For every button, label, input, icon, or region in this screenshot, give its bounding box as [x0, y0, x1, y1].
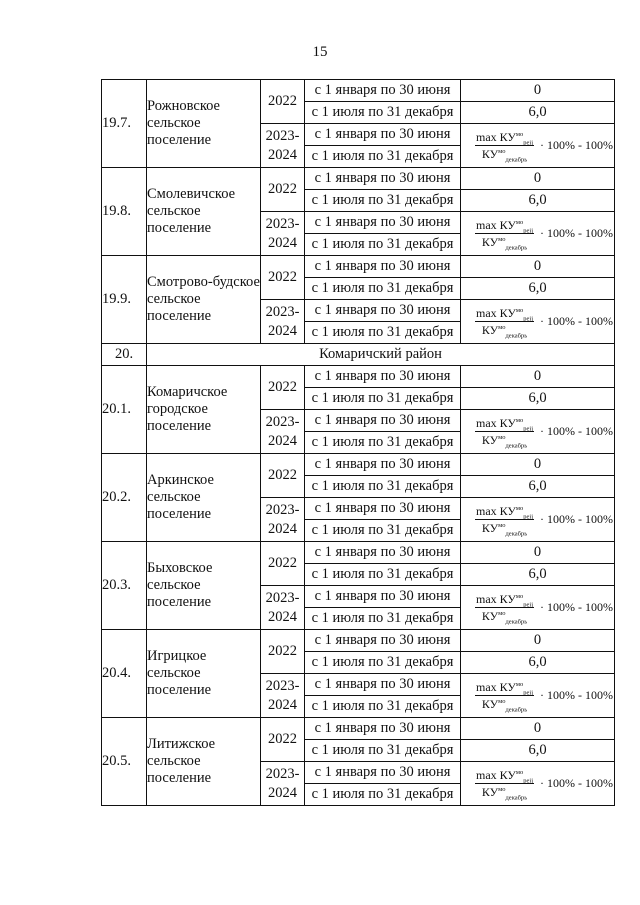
period-cell: с 1 июля по 31 декабря: [305, 608, 461, 630]
value-cell: 0: [461, 80, 615, 102]
formula-fraction: [475, 504, 534, 537]
formula-max-ku: max КУ: [476, 218, 516, 233]
formula-max-ku: max КУ: [476, 306, 516, 321]
period-cell: с 1 июля по 31 декабря: [305, 190, 461, 212]
region-name: Комаричский район: [147, 344, 615, 366]
formula-numerator: [475, 307, 534, 321]
tariff-formula: [461, 588, 614, 628]
formula-ku: КУ: [481, 520, 499, 535]
formula-mo-sup: мо: [515, 219, 524, 227]
formula-denominator: [481, 520, 528, 537]
formula-cell: [461, 586, 615, 630]
formula-mo-sup: мо: [498, 323, 506, 331]
formula-ku: КУ: [481, 784, 499, 799]
formula-numerator: [475, 219, 534, 233]
settlement-name: Аркинское сельское поселение: [147, 454, 261, 542]
year-range-end: 2024: [268, 784, 297, 801]
formula-dec-sub: декабрь: [505, 705, 528, 713]
year-range-start: 2023-: [265, 413, 300, 430]
year-range-start: 2023-: [265, 215, 300, 232]
formula-rej-sub: реij: [523, 139, 534, 147]
year-cell: 2022: [261, 542, 305, 586]
formula-denominator: [481, 608, 528, 625]
period-cell: с 1 июля по 31 декабря: [305, 322, 461, 344]
formula-rej-sub: реij: [523, 315, 534, 323]
formula-cell: [461, 762, 615, 806]
period-cell: с 1 января по 30 июня: [305, 718, 461, 740]
value-cell: 6,0: [461, 476, 615, 498]
period-cell: с 1 января по 30 июня: [305, 124, 461, 146]
formula-numerator: [475, 769, 534, 783]
tariff-formula: [461, 214, 614, 254]
year-range-end: 2024: [268, 608, 297, 625]
table-row: [102, 542, 615, 564]
formula-ku: КУ: [481, 234, 499, 249]
value-cell: 0: [461, 718, 615, 740]
formula-max-ku: max КУ: [476, 768, 516, 783]
value-cell: 6,0: [461, 740, 615, 762]
table-row: [102, 256, 615, 278]
period-cell: с 1 января по 30 июня: [305, 762, 461, 784]
year-range-end: 2024: [268, 234, 297, 251]
year-range-start: 2023-: [265, 303, 300, 320]
formula-tail: · 100% - 100%: [540, 776, 614, 790]
formula-numerator: [475, 681, 534, 695]
formula-denominator: [481, 322, 528, 339]
formula-mo-sup: мо: [498, 433, 506, 441]
row-number: 19.7.: [102, 80, 147, 168]
formula-max-ku: max КУ: [476, 680, 516, 695]
formula-tail: · 100% - 100%: [540, 314, 614, 328]
row-number: 20.2.: [102, 454, 147, 542]
settlement-name: Быховское сельское поселение: [147, 542, 261, 630]
row-number: 19.9.: [102, 256, 147, 344]
period-cell: с 1 января по 30 июня: [305, 168, 461, 190]
period-cell: с 1 июля по 31 декабря: [305, 476, 461, 498]
formula-rej-sub: реij: [523, 227, 534, 235]
year-range-end: 2024: [268, 432, 297, 449]
tariff-formula: [461, 764, 614, 804]
period-cell: с 1 января по 30 июня: [305, 674, 461, 696]
value-cell: 0: [461, 630, 615, 652]
formula-mo-sup: мо: [515, 505, 524, 513]
period-cell: с 1 января по 30 июня: [305, 300, 461, 322]
table-row: [102, 454, 615, 476]
period-cell: с 1 июля по 31 декабря: [305, 564, 461, 586]
formula-denominator: [481, 432, 528, 449]
period-cell: с 1 января по 30 июня: [305, 630, 461, 652]
period-cell: с 1 июля по 31 декабря: [305, 740, 461, 762]
settlement-name: Рожновское сельское поселение: [147, 80, 261, 168]
period-cell: с 1 июля по 31 декабря: [305, 784, 461, 806]
year-range-end: 2024: [268, 520, 297, 537]
formula-mo-sup: мо: [498, 235, 506, 243]
table-row: [102, 366, 615, 388]
period-cell: с 1 января по 30 июня: [305, 410, 461, 432]
formula-mo-sup: мо: [498, 697, 506, 705]
year-range-start: 2023-: [265, 501, 300, 518]
value-cell: 0: [461, 454, 615, 476]
value-cell: 0: [461, 542, 615, 564]
formula-denominator: [481, 146, 528, 163]
tariff-formula: [461, 302, 614, 342]
value-cell: 0: [461, 256, 615, 278]
formula-cell: [461, 300, 615, 344]
formula-tail: · 100% - 100%: [540, 688, 614, 702]
page-number: 15: [312, 44, 328, 60]
period-cell: с 1 июля по 31 декабря: [305, 388, 461, 410]
formula-rej-sub: реij: [523, 513, 534, 521]
value-cell: 6,0: [461, 278, 615, 300]
row-number: 20.5.: [102, 718, 147, 806]
formula-cell: [461, 124, 615, 168]
tariff-formula: [461, 412, 614, 452]
formula-dec-sub: декабрь: [505, 155, 528, 163]
formula-mo-sup: мо: [498, 147, 506, 155]
period-cell: с 1 января по 30 июня: [305, 586, 461, 608]
year-range-cell: [261, 124, 305, 168]
year-range-start: 2023-: [265, 765, 300, 782]
formula-tail: · 100% - 100%: [540, 600, 614, 614]
row-number: 20.3.: [102, 542, 147, 630]
year-cell: 2022: [261, 366, 305, 410]
formula-numerator: [475, 593, 534, 607]
formula-ku: КУ: [481, 696, 499, 711]
year-range-start: 2023-: [265, 127, 300, 144]
tariff-formula: [461, 500, 614, 540]
period-cell: с 1 января по 30 июня: [305, 454, 461, 476]
value-cell: 6,0: [461, 190, 615, 212]
region-row: [102, 344, 615, 366]
value-cell: 6,0: [461, 388, 615, 410]
table-row: [102, 630, 615, 652]
value-cell: 6,0: [461, 564, 615, 586]
year-cell: 2022: [261, 718, 305, 762]
tariff-formula: [461, 676, 614, 716]
formula-mo-sup: мо: [515, 131, 524, 139]
settlement-name: Смотрово-будское сельское поселение: [147, 256, 261, 344]
formula-rej-sub: реij: [523, 777, 534, 785]
row-number: 19.8.: [102, 168, 147, 256]
formula-fraction: [475, 218, 534, 251]
year-range-cell: [261, 410, 305, 454]
tariff-formula: [461, 126, 614, 166]
year-range-cell: [261, 498, 305, 542]
formula-max-ku: max КУ: [476, 130, 516, 145]
formula-ku: КУ: [481, 146, 499, 161]
formula-mo-sup: мо: [498, 609, 506, 617]
formula-max-ku: max КУ: [476, 416, 516, 431]
period-cell: с 1 июля по 31 декабря: [305, 234, 461, 256]
formula-fraction: [475, 592, 534, 625]
table-row: [102, 80, 615, 102]
period-cell: с 1 января по 30 июня: [305, 366, 461, 388]
settlement-name: Литижское сельское поселение: [147, 718, 261, 806]
period-cell: с 1 июля по 31 декабря: [305, 696, 461, 718]
formula-fraction: [475, 416, 534, 449]
year-cell: 2022: [261, 454, 305, 498]
formula-ku: КУ: [481, 322, 499, 337]
formula-rej-sub: реij: [523, 601, 534, 609]
formula-mo-sup: мо: [515, 417, 524, 425]
formula-rej-sub: реij: [523, 425, 534, 433]
period-cell: с 1 января по 30 июня: [305, 212, 461, 234]
year-cell: 2022: [261, 256, 305, 300]
formula-cell: [461, 212, 615, 256]
formula-ku: КУ: [481, 432, 499, 447]
formula-tail: · 100% - 100%: [540, 226, 614, 240]
period-cell: с 1 июля по 31 декабря: [305, 278, 461, 300]
settlement-name: Игрицкое сельское поселение: [147, 630, 261, 718]
table-row: [102, 718, 615, 740]
value-cell: 6,0: [461, 652, 615, 674]
formula-mo-sup: мо: [498, 785, 506, 793]
formula-cell: [461, 498, 615, 542]
table-row: [102, 168, 615, 190]
formula-max-ku: max КУ: [476, 504, 516, 519]
formula-mo-sup: мо: [515, 681, 524, 689]
row-number: 20.: [102, 344, 147, 366]
formula-mo-sup: мо: [498, 521, 506, 529]
formula-dec-sub: декабрь: [505, 793, 528, 801]
formula-tail: · 100% - 100%: [540, 512, 614, 526]
value-cell: 0: [461, 168, 615, 190]
tariff-table: [101, 79, 615, 806]
period-cell: с 1 июля по 31 декабря: [305, 102, 461, 124]
formula-numerator: [475, 131, 534, 145]
formula-dec-sub: декабрь: [505, 617, 528, 625]
value-cell: 6,0: [461, 102, 615, 124]
period-cell: с 1 июля по 31 декабря: [305, 146, 461, 168]
formula-tail: · 100% - 100%: [540, 138, 614, 152]
formula-fraction: [475, 306, 534, 339]
formula-cell: [461, 674, 615, 718]
formula-fraction: [475, 680, 534, 713]
period-cell: с 1 января по 30 июня: [305, 542, 461, 564]
year-range-cell: [261, 300, 305, 344]
row-number: 20.4.: [102, 630, 147, 718]
formula-dec-sub: декабрь: [505, 331, 528, 339]
year-cell: 2022: [261, 630, 305, 674]
settlement-name: Комаричское городское поселение: [147, 366, 261, 454]
year-cell: 2022: [261, 80, 305, 124]
value-cell: 0: [461, 366, 615, 388]
year-range-end: 2024: [268, 696, 297, 713]
year-range-end: 2024: [268, 322, 297, 339]
year-range-start: 2023-: [265, 677, 300, 694]
settlement-name: Смолевичское сельское поселение: [147, 168, 261, 256]
formula-denominator: [481, 696, 528, 713]
year-range-cell: [261, 586, 305, 630]
year-range-cell: [261, 212, 305, 256]
period-cell: с 1 января по 30 июня: [305, 256, 461, 278]
formula-max-ku: max КУ: [476, 592, 516, 607]
formula-rej-sub: реij: [523, 689, 534, 697]
year-cell: 2022: [261, 168, 305, 212]
year-range-end: 2024: [268, 146, 297, 163]
period-cell: с 1 июля по 31 декабря: [305, 652, 461, 674]
formula-denominator: [481, 234, 528, 251]
formula-denominator: [481, 784, 528, 801]
row-number: 20.1.: [102, 366, 147, 454]
formula-cell: [461, 410, 615, 454]
formula-ku: КУ: [481, 608, 499, 623]
formula-numerator: [475, 505, 534, 519]
formula-dec-sub: декабрь: [505, 441, 528, 449]
formula-numerator: [475, 417, 534, 431]
formula-dec-sub: декабрь: [505, 243, 528, 251]
period-cell: с 1 января по 30 июня: [305, 498, 461, 520]
period-cell: с 1 января по 30 июня: [305, 80, 461, 102]
formula-mo-sup: мо: [515, 307, 524, 315]
formula-mo-sup: мо: [515, 769, 524, 777]
formula-mo-sup: мо: [515, 593, 524, 601]
formula-fraction: [475, 768, 534, 801]
formula-dec-sub: декабрь: [505, 529, 528, 537]
year-range-cell: [261, 762, 305, 806]
period-cell: с 1 июля по 31 декабря: [305, 432, 461, 454]
year-range-cell: [261, 674, 305, 718]
formula-fraction: [475, 130, 534, 163]
period-cell: с 1 июля по 31 декабря: [305, 520, 461, 542]
year-range-start: 2023-: [265, 589, 300, 606]
formula-tail: · 100% - 100%: [540, 424, 614, 438]
